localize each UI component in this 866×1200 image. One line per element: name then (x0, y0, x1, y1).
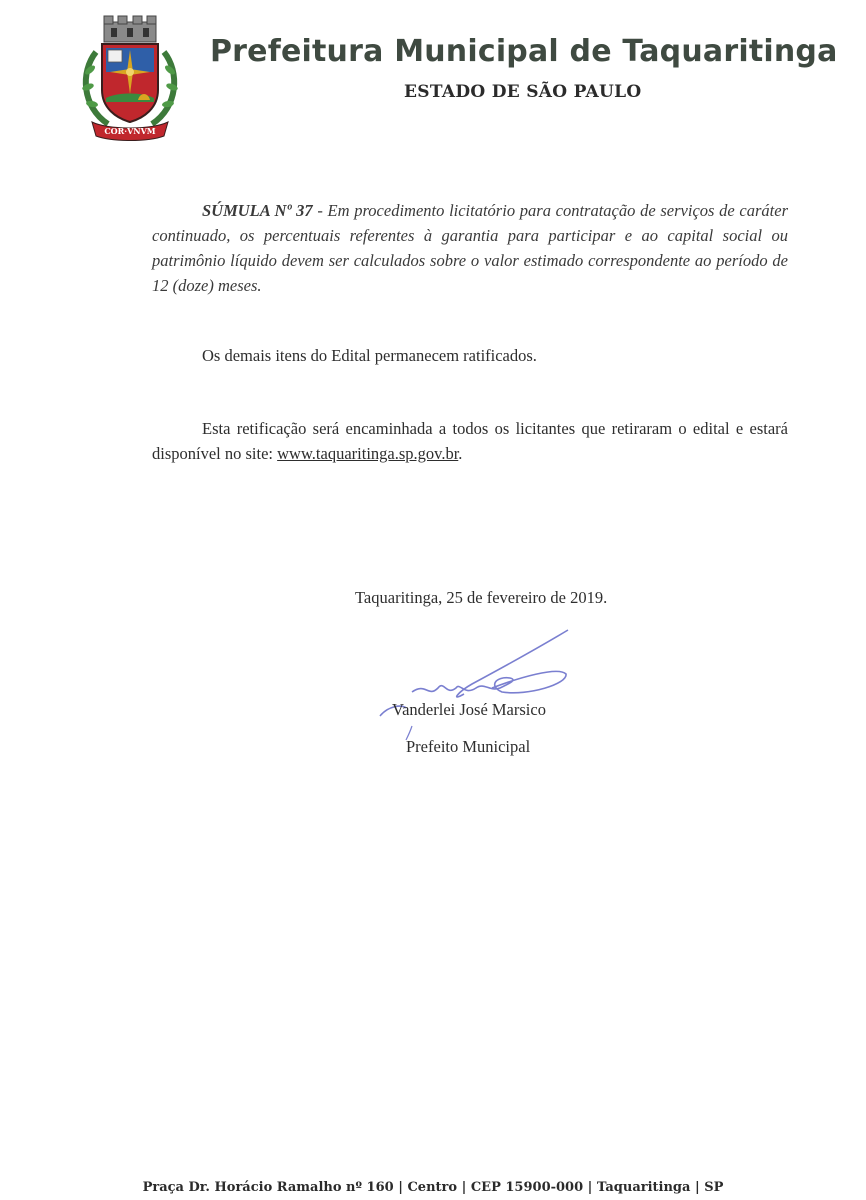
signer-title: Prefeito Municipal (406, 737, 531, 756)
site-link[interactable]: www.taquaritinga.sp.gov.br (277, 444, 459, 463)
paragraph-retificacao-suffix: . (458, 444, 463, 463)
org-title: Prefeitura Municipal de Taquaritinga (210, 34, 838, 69)
svg-text:COR·VNVM: COR·VNVM (104, 126, 156, 136)
paragraph-retificacao-text: Esta retificação será encaminhada a todos os licitantes que retiraram o edital e estará disponível no site: (152, 419, 788, 463)
sumula-text: - Em procedimento licitatório para contratação de serviços de caráter continuado, os percentuais referentes à garantia para participar e ao capital social ou patrimônio líquido devem ser calculados sobre o valor estimado correspondente ao período de 12 (doze) meses. (152, 201, 788, 295)
signer-name: Vanderlei José Marsico (392, 700, 546, 719)
signature-icon (368, 622, 578, 742)
sumula-lead: SÚMULA Nº 37 (202, 201, 313, 220)
coat-of-arms-icon (78, 12, 182, 142)
org-subtitle: ESTADO DE SÃO PAULO (404, 82, 642, 102)
paragraph-demais-text: Os demais itens do Edital permanecem ratificados. (202, 346, 537, 365)
date-line: Taquaritinga, 25 de fevereiro de 2019. (355, 588, 608, 607)
sumula-paragraph (152, 198, 788, 298)
paragraph-demais (152, 343, 788, 368)
paragraph-retificacao (152, 416, 788, 466)
footer-address: Praça Dr. Horácio Ramalho nº 160 | Centro | CEP 15900-000 | Taquaritinga | SP (142, 1180, 724, 1195)
